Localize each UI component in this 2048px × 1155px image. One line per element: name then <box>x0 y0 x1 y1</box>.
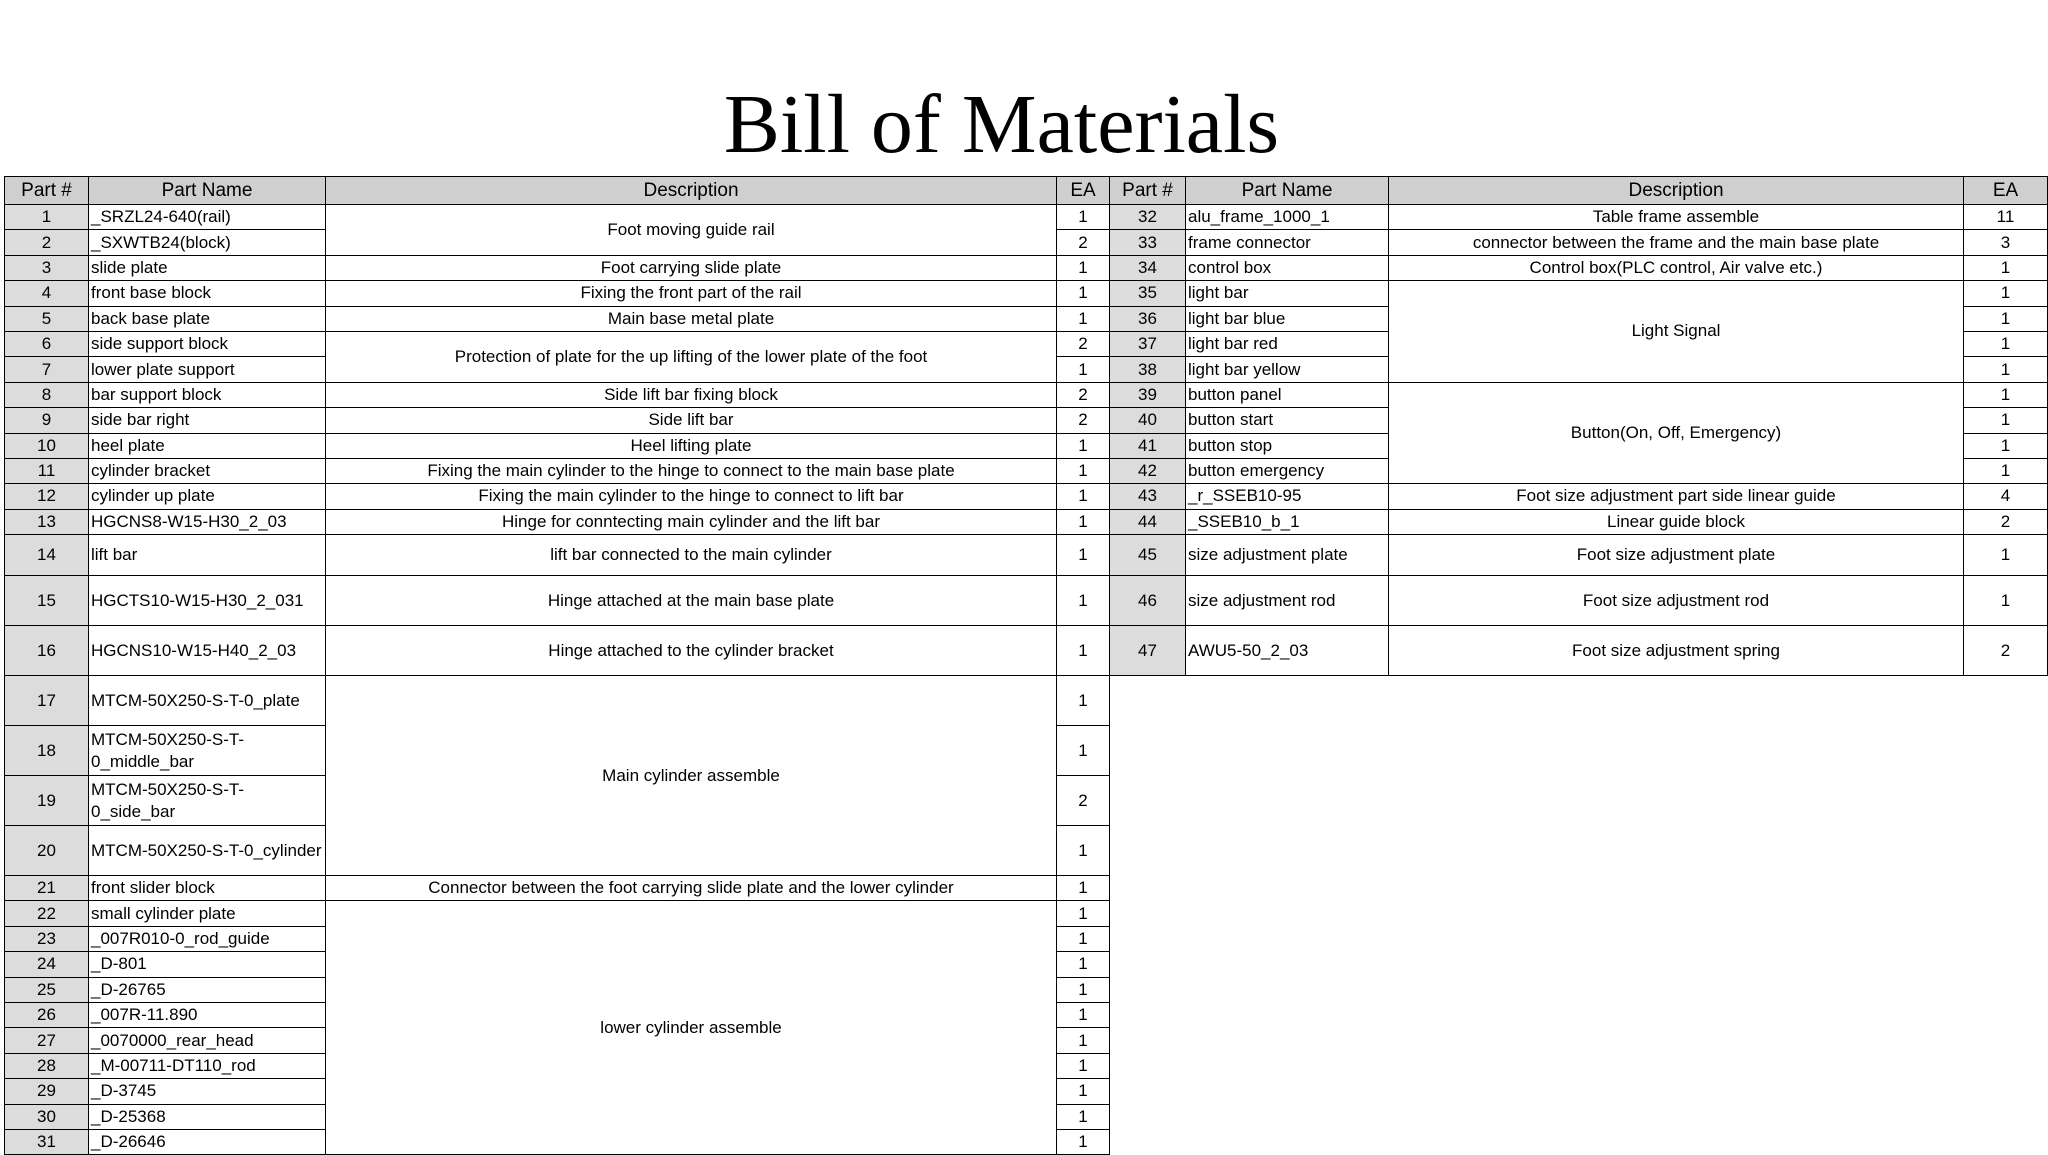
part-name: HGCNS10-W15-H40_2_03 <box>89 626 326 676</box>
part-quantity: 1 <box>1057 926 1110 951</box>
table-row <box>5 306 1110 331</box>
part-description: Side lift bar fixing block <box>326 382 1057 407</box>
part-quantity: 2 <box>1057 230 1110 255</box>
part-number: 12 <box>5 484 89 509</box>
part-number: 27 <box>5 1028 89 1053</box>
part-number: 35 <box>1110 281 1186 306</box>
header-row <box>5 177 1110 205</box>
part-name: _SRZL24-640(rail) <box>89 205 326 230</box>
part-name: AWU5-50_2_03 <box>1186 626 1389 676</box>
part-number: 8 <box>5 382 89 407</box>
table-row <box>5 205 1110 230</box>
part-description: Control box(PLC control, Air valve etc.) <box>1389 255 1964 280</box>
part-quantity: 1 <box>1964 255 2048 280</box>
part-quantity: 1 <box>1057 484 1110 509</box>
part-name: size adjustment rod <box>1186 576 1389 626</box>
part-number: 15 <box>5 576 89 626</box>
part-number: 17 <box>5 676 89 726</box>
part-number: 24 <box>5 952 89 977</box>
part-number: 16 <box>5 626 89 676</box>
part-name: heel plate <box>89 433 326 458</box>
part-description: Hinge for conntecting main cylinder and the lift bar <box>326 509 1057 534</box>
part-name: front base block <box>89 281 326 306</box>
part-name: light bar red <box>1186 331 1389 356</box>
part-number: 28 <box>5 1053 89 1078</box>
part-quantity: 1 <box>1057 952 1110 977</box>
part-name: _D-3745 <box>89 1079 326 1104</box>
table-row <box>5 458 1110 483</box>
part-description: Linear guide block <box>1389 509 1964 534</box>
part-number: 26 <box>5 1003 89 1028</box>
part-description: Fixing the front part of the rail <box>326 281 1057 306</box>
part-number: 13 <box>5 509 89 534</box>
part-description: Main cylinder assemble <box>326 676 1057 876</box>
part-name: side support block <box>89 331 326 356</box>
table-row <box>5 484 1110 509</box>
table-row <box>1110 535 2048 576</box>
part-quantity: 1 <box>1964 281 2048 306</box>
header-part-number: Part # <box>1110 177 1186 205</box>
part-quantity: 1 <box>1057 901 1110 926</box>
part-name: _0070000_rear_head <box>89 1028 326 1053</box>
table-row <box>5 576 1110 626</box>
header-ea: EA <box>1964 177 2048 205</box>
page-title: Bill of Materials <box>723 78 1280 171</box>
header-row <box>1110 177 2048 205</box>
part-name: cylinder up plate <box>89 484 326 509</box>
part-quantity: 1 <box>1057 281 1110 306</box>
part-description: Hinge attached to the cylinder bracket <box>326 626 1057 676</box>
table-row <box>5 876 1110 901</box>
part-name: frame connector <box>1186 230 1389 255</box>
part-name: _D-26765 <box>89 977 326 1002</box>
part-quantity: 4 <box>1964 484 2048 509</box>
part-description: Connector between the foot carrying slide plate and the lower cylinder <box>326 876 1057 901</box>
part-number: 9 <box>5 408 89 433</box>
header-part-name: Part Name <box>1186 177 1389 205</box>
part-quantity: 1 <box>1057 1129 1110 1154</box>
part-quantity: 1 <box>1057 509 1110 534</box>
part-name: front slider block <box>89 876 326 901</box>
part-number: 1 <box>5 205 89 230</box>
table-row <box>1110 509 2048 534</box>
part-name: _SXWTB24(block) <box>89 230 326 255</box>
part-quantity: 1 <box>1057 433 1110 458</box>
part-name: HGCNS8-W15-H30_2_03 <box>89 509 326 534</box>
table-row <box>5 626 1110 676</box>
part-description: Hinge attached at the main base plate <box>326 576 1057 626</box>
part-quantity: 1 <box>1964 306 2048 331</box>
table-row <box>5 509 1110 534</box>
part-quantity: 1 <box>1964 535 2048 576</box>
table-row <box>5 535 1110 576</box>
part-number: 3 <box>5 255 89 280</box>
part-quantity: 1 <box>1057 255 1110 280</box>
part-name: lift bar <box>89 535 326 576</box>
table-row <box>5 281 1110 306</box>
part-description: lift bar connected to the main cylinder <box>326 535 1057 576</box>
part-number: 34 <box>1110 255 1186 280</box>
part-quantity: 2 <box>1057 382 1110 407</box>
part-name: slide plate <box>89 255 326 280</box>
part-number: 10 <box>5 433 89 458</box>
part-description: Foot size adjustment part side linear guide <box>1389 484 1964 509</box>
header-description: Description <box>1389 177 1964 205</box>
part-number: 31 <box>5 1129 89 1154</box>
part-quantity: 2 <box>1057 776 1110 826</box>
part-number: 44 <box>1110 509 1186 534</box>
part-quantity: 1 <box>1964 382 2048 407</box>
part-description: Fixing the main cylinder to the hinge to connect to lift bar <box>326 484 1057 509</box>
part-name: small cylinder plate <box>89 901 326 926</box>
bom-table-left <box>4 176 1110 1155</box>
part-quantity: 1 <box>1057 876 1110 901</box>
part-name: alu_frame_1000_1 <box>1186 205 1389 230</box>
part-number: 23 <box>5 926 89 951</box>
part-name: cylinder bracket <box>89 458 326 483</box>
table-row <box>1110 230 2048 255</box>
part-quantity: 1 <box>1057 826 1110 876</box>
part-quantity: 1 <box>1964 408 2048 433</box>
header-part-number: Part # <box>5 177 89 205</box>
part-description: Protection of plate for the up lifting of the lower plate of the foot <box>326 331 1057 382</box>
part-name: lower plate support <box>89 357 326 382</box>
table-row <box>1110 255 2048 280</box>
part-quantity: 1 <box>1057 535 1110 576</box>
part-description: Heel lifting plate <box>326 433 1057 458</box>
part-quantity: 1 <box>1057 726 1110 776</box>
part-quantity: 2 <box>1964 509 2048 534</box>
part-quantity: 3 <box>1964 230 2048 255</box>
table-row <box>1110 281 2048 306</box>
part-quantity: 1 <box>1057 306 1110 331</box>
part-name: control box <box>1186 255 1389 280</box>
table-row <box>1110 626 2048 676</box>
table-row <box>5 255 1110 280</box>
table-row <box>5 331 1110 356</box>
part-number: 39 <box>1110 382 1186 407</box>
part-number: 29 <box>5 1079 89 1104</box>
part-name: _D-26646 <box>89 1129 326 1154</box>
part-number: 47 <box>1110 626 1186 676</box>
part-name: light bar yellow <box>1186 357 1389 382</box>
part-description: Foot size adjustment plate <box>1389 535 1964 576</box>
part-name: button stop <box>1186 433 1389 458</box>
part-name: _007R-11.890 <box>89 1003 326 1028</box>
part-number: 25 <box>5 977 89 1002</box>
part-quantity: 1 <box>1057 676 1110 726</box>
part-description: Foot moving guide rail <box>326 205 1057 256</box>
table-row <box>1110 205 2048 230</box>
part-name: _M-00711-DT110_rod <box>89 1053 326 1078</box>
part-description: Light Signal <box>1389 281 1964 383</box>
bom-table-right <box>1109 176 2048 676</box>
part-number: 42 <box>1110 458 1186 483</box>
part-description: Fixing the main cylinder to the hinge to connect to the main base plate <box>326 458 1057 483</box>
header-description: Description <box>326 177 1057 205</box>
part-description: Foot size adjustment spring <box>1389 626 1964 676</box>
part-number: 43 <box>1110 484 1186 509</box>
part-number: 6 <box>5 331 89 356</box>
part-number: 45 <box>1110 535 1186 576</box>
part-number: 30 <box>5 1104 89 1129</box>
part-number: 4 <box>5 281 89 306</box>
part-name: button start <box>1186 408 1389 433</box>
part-number: 21 <box>5 876 89 901</box>
table-row <box>5 676 1110 726</box>
part-number: 18 <box>5 726 89 776</box>
part-number: 22 <box>5 901 89 926</box>
part-quantity: 1 <box>1057 458 1110 483</box>
part-number: 2 <box>5 230 89 255</box>
part-quantity: 1 <box>1057 1053 1110 1078</box>
table-row <box>5 382 1110 407</box>
part-name: light bar blue <box>1186 306 1389 331</box>
part-name: bar support block <box>89 382 326 407</box>
part-number: 7 <box>5 357 89 382</box>
part-name: size adjustment plate <box>1186 535 1389 576</box>
part-quantity: 1 <box>1057 626 1110 676</box>
part-quantity: 1 <box>1057 205 1110 230</box>
part-name: MTCM-50X250-S-T-0_plate <box>89 676 326 726</box>
part-description: connector between the frame and the main base plate <box>1389 230 1964 255</box>
part-name: MTCM-50X250-S-T-0_cylinder <box>89 826 326 876</box>
part-description: Button(On, Off, Emergency) <box>1389 382 1964 484</box>
part-description: lower cylinder assemble <box>326 901 1057 1155</box>
part-number: 46 <box>1110 576 1186 626</box>
part-name: button panel <box>1186 382 1389 407</box>
part-quantity: 2 <box>1964 626 2048 676</box>
part-description: Side lift bar <box>326 408 1057 433</box>
part-quantity: 2 <box>1057 408 1110 433</box>
part-description: Main base metal plate <box>326 306 1057 331</box>
part-quantity: 1 <box>1057 1028 1110 1053</box>
part-quantity: 1 <box>1964 357 2048 382</box>
part-number: 5 <box>5 306 89 331</box>
part-number: 40 <box>1110 408 1186 433</box>
table-row <box>5 901 1110 926</box>
table-row <box>1110 576 2048 626</box>
part-number: 36 <box>1110 306 1186 331</box>
part-name: side bar right <box>89 408 326 433</box>
table-row <box>5 433 1110 458</box>
part-number: 11 <box>5 458 89 483</box>
part-name: MTCM-50X250-S-T-0_side_bar <box>89 776 326 826</box>
header-part-name: Part Name <box>89 177 326 205</box>
part-quantity: 11 <box>1964 205 2048 230</box>
part-number: 33 <box>1110 230 1186 255</box>
part-name: MTCM-50X250-S-T-0_middle_bar <box>89 726 326 776</box>
part-description: Foot size adjustment rod <box>1389 576 1964 626</box>
part-name: _r_SSEB10-95 <box>1186 484 1389 509</box>
part-name: HGCTS10-W15-H30_2_031 <box>89 576 326 626</box>
part-name: back base plate <box>89 306 326 331</box>
part-description: Foot carrying slide plate <box>326 255 1057 280</box>
part-quantity: 2 <box>1057 331 1110 356</box>
part-name: _007R010-0_rod_guide <box>89 926 326 951</box>
part-number: 32 <box>1110 205 1186 230</box>
part-quantity: 1 <box>1964 576 2048 626</box>
part-quantity: 1 <box>1964 458 2048 483</box>
part-name: light bar <box>1186 281 1389 306</box>
part-name: _D-25368 <box>89 1104 326 1129</box>
table-row <box>5 408 1110 433</box>
part-name: button emergency <box>1186 458 1389 483</box>
part-name: _SSEB10_b_1 <box>1186 509 1389 534</box>
part-quantity: 1 <box>1964 433 2048 458</box>
table-row <box>1110 484 2048 509</box>
part-number: 41 <box>1110 433 1186 458</box>
part-description: Table frame assemble <box>1389 205 1964 230</box>
part-number: 14 <box>5 535 89 576</box>
part-quantity: 1 <box>1964 331 2048 356</box>
part-quantity: 1 <box>1057 977 1110 1002</box>
part-number: 19 <box>5 776 89 826</box>
part-number: 37 <box>1110 331 1186 356</box>
table-row <box>1110 382 2048 407</box>
part-number: 20 <box>5 826 89 876</box>
part-number: 38 <box>1110 357 1186 382</box>
part-quantity: 1 <box>1057 357 1110 382</box>
part-name: _D-801 <box>89 952 326 977</box>
part-quantity: 1 <box>1057 576 1110 626</box>
part-quantity: 1 <box>1057 1104 1110 1129</box>
part-quantity: 1 <box>1057 1079 1110 1104</box>
part-quantity: 1 <box>1057 1003 1110 1028</box>
header-ea: EA <box>1057 177 1110 205</box>
